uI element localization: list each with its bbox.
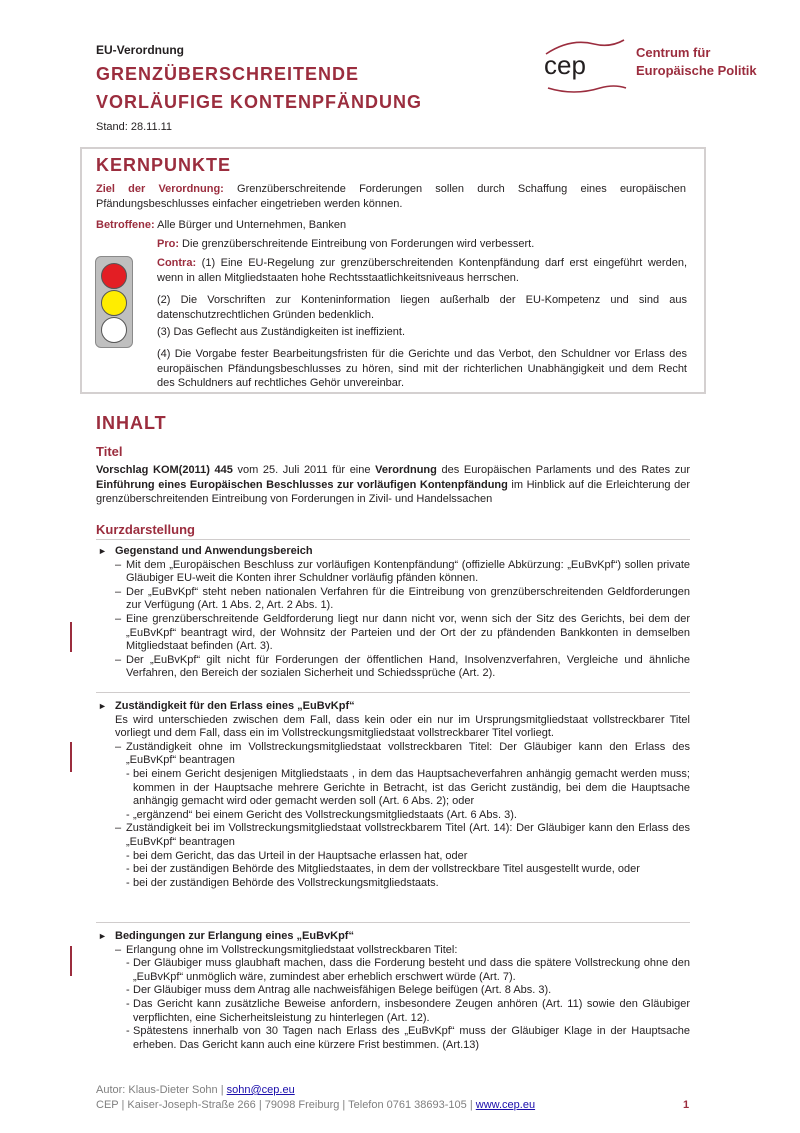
- sub-list-item: - bei dem Gericht, das das Urteil in der Hauptsache erlassen hat, oder: [126, 849, 468, 862]
- section-bedingungen: [96, 930, 690, 1052]
- list-item: – Zuständigkeit ohne im Vollstreckungsmitgliedstaat vollstreckbaren Titel: Der Gläubiger kann den Erlass des „EuBvKpf“ beantragen: [115, 740, 690, 767]
- page-number: 1: [683, 1099, 690, 1111]
- document-category: EU-Verordnung: [96, 43, 185, 57]
- betroffene-label: Betroffene:: [96, 219, 155, 231]
- pro-paragraph: [157, 237, 687, 252]
- titel-paragraph: [96, 463, 690, 507]
- pro-text: Die grenzüberschreitende Eintreibung von Forderungen wird verbessert.: [179, 238, 535, 250]
- contra-point-3: (3) Das Geflecht aus Zuständigkeiten ist ineffizient.: [157, 326, 406, 338]
- list-item-text: Erlangung ohne im Vollstreckungsmitgliedstaat vollstreckbaren Titel:: [126, 943, 458, 956]
- triangle-bullet-icon: ►: [98, 546, 107, 556]
- section-heading: [96, 700, 690, 714]
- sub-list-item-text: bei der zuständigen Behörde des Vollstreckungsmitgliedstaats.: [133, 876, 439, 889]
- triangle-bullet-icon: ►: [98, 931, 107, 941]
- list-item: – Der „EuBvKpf“ steht neben nationalen Verfahren für die Eintreibung von grenzüberschreitenden Geldforderungen zur Verfügung (Art. 1 Abs. 2, Art. 2 Abs. 1).: [115, 585, 690, 612]
- cep-logo: [540, 36, 790, 96]
- logo-line-2: Europäische Politik: [636, 63, 757, 78]
- traffic-light-yellow: [101, 290, 127, 316]
- section-zustaendigkeit: [96, 700, 690, 890]
- sub-list-item: - bei der zuständigen Behörde des Mitgliedstaates, in dem der vollstreckbare Titel ausgestellt wurde, oder: [126, 863, 640, 876]
- kernpunkte-heading: KERNPUNKTE: [96, 155, 232, 175]
- titel-text-3: im Hinblick auf die Erleichterung der grenzüberschreitenden Eintreibung von Forderungen in Zivil- und Handelssachen: [96, 478, 690, 505]
- sub-list-item: - bei der zuständigen Behörde des Vollstreckungsmitgliedstaats.: [126, 876, 439, 889]
- section-rule: [96, 692, 690, 693]
- contra-text: (1) Eine EU-Regelung zur grenzüberschreitenden Kontenpfändung darf erst eingeführt werden, wenn in allen Mitgliedstaaten hohe Rechtsstaatlichkeitsniveaus herrschen.: [157, 257, 687, 284]
- triangle-bullet-icon: ►: [98, 701, 107, 711]
- margin-marker: [70, 742, 72, 772]
- section-heading: [96, 930, 690, 944]
- section-heading-text: Gegenstand und Anwendungsbereich: [115, 545, 313, 557]
- author-email-link[interactable]: sohn@cep.eu: [226, 1084, 295, 1096]
- sub-list-item: - Das Gericht kann zusätzliche Beweise anfordern, insbesondere Zeugen anhören (Art. 11) sowie den Gläubiger verpflichten, eine Sicherheitsleistung zu hinterlegen (Art. 12).: [126, 997, 690, 1024]
- section-gegenstand: [96, 545, 690, 681]
- section-heading-text: Zuständigkeit für den Erlass eines „EuBvKpf“: [115, 700, 355, 712]
- list-item: – Erlangung ohne im Vollstreckungsmitgliedstaat vollstreckbaren Titel:: [115, 943, 458, 956]
- traffic-light-icon: [95, 256, 133, 348]
- traffic-light-red: [101, 263, 127, 289]
- list-item: – Zuständigkeit bei im Vollstreckungsmitgliedstaat vollstreckbarem Titel (Art. 14): Der Gläubiger kann den Erlass des „EuBvKpf“ beantragen: [115, 822, 690, 848]
- sub-list-item: - Spätestens innerhalb von 30 Tagen nach Erlass des „EuBvKpf“ muss der Gläubiger Klage in der Hauptsache erheben. Das Gericht kann auch eine kürzere Frist bestimmen. (Art.13): [126, 1025, 690, 1051]
- titel-bold-3: Einführung eines Europäischen Beschlusses zur vorläufigen Kontenpfändung: [96, 478, 508, 491]
- contra-point-2: (2) Die Vorschriften zur Konteninformation liegen außerhalb der EU-Kompetenz und sind aus datenschutzrechtlichen Gründen bedenklich.: [157, 294, 687, 321]
- titel-bold-2: Verordnung: [375, 464, 437, 476]
- list-item-text: Eine grenzüberschreitende Geldforderung liegt nur dann nicht vor, wenn sich der Sitz des Gerichts, bei dem der „EuBvKpf“ beantragt wird, der Wohnsitz der Parteien und der Ort der zu pfändenden Bankkonten in demselben Mitgliedstaat befinden (Art. 3).: [126, 612, 690, 653]
- footer-author-text: Autor: Klaus-Dieter Sohn |: [96, 1084, 227, 1096]
- ziel-paragraph: [96, 182, 686, 211]
- sub-list-item-text: Der Gläubiger muss dem Antrag alle nachweisfähigen Belege beifügen (Art. 8 Abs. 3).: [133, 984, 552, 997]
- sub-list-item-text: bei der zuständigen Behörde des Mitgliedstaates, in dem der vollstreckbare Titel ausgestellt wurde, oder: [133, 863, 640, 876]
- section-heading-text: Bedingungen zur Erlangung eines „EuBvKpf“: [115, 930, 354, 942]
- logo-line-1: Centrum für: [636, 45, 711, 60]
- titel-text-2: des Europäischen Parlaments und des Rates zur: [436, 464, 691, 476]
- titel-text-1: vom 25. Juli 2011 für eine: [232, 464, 376, 476]
- list-item: – Eine grenzüberschreitende Geldforderung liegt nur dann nicht vor, wenn sich der Sitz des Gerichts, bei dem der „EuBvKpf“ beantragt wird, der Wohnsitz der Parteien und der Ort der zu pfändenden Bankkonten in demselben Mitgliedstaat befinden (Art. 3).: [115, 612, 690, 653]
- sub-list-item-text: Spätestens innerhalb von 30 Tagen nach Erlass des „EuBvKpf“ muss der Gläubiger Klage in der Hauptsache erheben. Das Gericht kann auch eine kürzere Frist bestimmen. (Art.13): [133, 1025, 690, 1051]
- sub-list-item: - „ergänzend“ bei einem Gericht des Vollstreckungsmitgliedstaats (Art. 6 Abs. 3).: [126, 808, 517, 821]
- cep-logo-mark: cep: [544, 50, 586, 80]
- contra-paragraph: [157, 256, 687, 285]
- ziel-label: Ziel der Verordnung:: [96, 183, 224, 195]
- list-item-text: Der „EuBvKpf“ gilt nicht für Forderungen der öffentlichen Hand, Insolvenzverfahren, Vergleiche und ähnliche Verfahren, den Bereich der sozialen Sicherheit und Schiedssprüche (Art. 2).: [126, 653, 690, 680]
- sub-list-item-text: „ergänzend“ bei einem Gericht des Vollstreckungsmitgliedstaats (Art. 6 Abs. 3).: [133, 808, 517, 821]
- website-link[interactable]: www.cep.eu: [475, 1099, 536, 1111]
- traffic-light-white: [101, 317, 127, 343]
- sub-list-item: - bei einem Gericht desjenigen Mitgliedstaats , in dem das Hauptsacheverfahren anhängig gemacht werden muss; kommen in der Hauptsache mehrere Gerichte in Betracht, ist das Gericht zuständig, bei dem die Hauptsache anhängig gemacht wird oder gemacht werden soll (Art. 6 Abs. 2); oder: [126, 767, 690, 808]
- sub-list-item: - Der Gläubiger muss dem Antrag alle nachweisfähigen Belege beifügen (Art. 8 Abs. 3).: [126, 984, 552, 997]
- list-item-text: Der „EuBvKpf“ steht neben nationalen Verfahren für die Eintreibung von grenzüberschreitenden Geldforderungen zur Verfügung (Art. 1 Abs. 2, Art. 2 Abs. 1).: [126, 585, 690, 612]
- document-date: Stand: 28.11.11: [96, 121, 173, 133]
- list-item-text: Mit dem „Europäischen Beschluss zur vorläufigen Kontenpfändung“ (offizielle Abkürzung: „EuBvKpf“) sollen private Gläubiger EU-weit die Konten ihrer Schuldner vorläufig pfänden können.: [126, 558, 690, 585]
- margin-marker: [70, 622, 72, 652]
- footer-address-text: CEP | Kaiser-Joseph-Straße 266 | 79098 Freiburg | Telefon 0761 38693-105 |: [96, 1099, 476, 1111]
- footer-author: [96, 1084, 295, 1096]
- contra-label: Contra:: [157, 257, 197, 269]
- section-intro: Es wird unterschieden zwischen dem Fall, dass kein oder ein nur im Ursprungsmitgliedstaat vollstreckbarer Titel vorliegt und dem Fall, dass ein im Vollstreckungsmitgliedstaat vollstreckbarer Titel vorliegt.: [115, 713, 690, 740]
- sub-list-item-text: bei einem Gericht desjenigen Mitgliedstaats , in dem das Hauptsacheverfahren anhängig gemacht werden muss; kommen in der Hauptsache mehrere Gerichte in Betracht, ist das Gericht zuständig, bei dem die Hauptsache anhängig gemacht wird oder gemacht werden soll (Art. 6 Abs. 2); oder: [133, 767, 690, 808]
- section-rule: [96, 922, 690, 923]
- sub-list-item-text: Das Gericht kann zusätzliche Beweise anfordern, insbesondere Zeugen anhören (Art. 11) sowie den Gläubiger verpflichten, eine Sicherheitsleistung zu hinterlegen (Art. 12).: [133, 997, 690, 1024]
- cep-logo-text: [636, 44, 757, 80]
- kurzdarstellung-heading: Kurzdarstellung: [96, 522, 195, 537]
- sub-list-item: - Der Gläubiger muss glaubhaft machen, dass die Forderung besteht und dass die spätere Vollstreckung ohne den „EuBvKpf“ unmöglich wäre, zumindest aber erheblich erschwert würde (Art. 7).: [126, 957, 690, 983]
- document-title-line-2: VORLÄUFIGE KONTENPFÄNDUNG: [96, 92, 422, 112]
- contra-point-4: (4) Die Vorgabe fester Bearbeitungsfristen für die Gerichte und das Verbot, den Schuldner vor Erlass des europäischen Pfändungsbeschlusses zu hören, sind mit der richterlichen Unabhängigkeit und dem Recht des Schuldners auf rechtliches Gehör unvereinbar.: [157, 348, 687, 389]
- ziel-text: Grenzüberschreitende Forderungen sollen durch Schaffung eines europäischen Pfändungsbeschlusses einfacher eingetrieben werden können.: [96, 183, 686, 210]
- footer-address: [96, 1099, 535, 1111]
- kurzdarstellung-rule: [96, 539, 690, 540]
- list-item-text: Zuständigkeit bei im Vollstreckungsmitgliedstaat vollstreckbarem Titel (Art. 14): Der Gläubiger kann den Erlass des „EuBvKpf“ beantragen: [126, 822, 690, 848]
- sub-list-item-text: bei dem Gericht, das das Urteil in der Hauptsache erlassen hat, oder: [133, 849, 468, 862]
- document-title-line-1: GRENZÜBERSCHREITENDE: [96, 64, 360, 84]
- cep-logo-icon: [540, 36, 632, 96]
- list-item-text: Zuständigkeit ohne im Vollstreckungsmitgliedstaat vollstreckbaren Titel: Der Gläubiger kann den Erlass des „EuBvKpf“ beantragen: [126, 740, 690, 767]
- pro-label: Pro:: [157, 238, 179, 250]
- section-heading: [96, 545, 690, 559]
- margin-marker: [70, 946, 72, 976]
- betroffene-text: Alle Bürger und Unternehmen, Banken: [154, 219, 347, 231]
- list-item: – Mit dem „Europäischen Beschluss zur vorläufigen Kontenpfändung“ (offizielle Abkürzung: „EuBvKpf“) sollen private Gläubiger EU-weit die Konten ihrer Schuldner vorläufig pfänden können.: [115, 558, 690, 585]
- list-item: – Der „EuBvKpf“ gilt nicht für Forderungen der öffentlichen Hand, Insolvenzverfahren, Vergleiche und ähnliche Verfahren, den Bereich der sozialen Sicherheit und Schiedssprüche (Art. 2).: [115, 653, 690, 680]
- titel-bold-1: Vorschlag KOM(2011) 445: [96, 464, 233, 476]
- inhalt-heading: INHALT: [96, 413, 167, 433]
- titel-heading: Titel: [96, 444, 123, 459]
- sub-list-item-text: Der Gläubiger muss glaubhaft machen, dass die Forderung besteht und dass die spätere Vollstreckung ohne den „EuBvKpf“ unmöglich wäre, zumindest aber erheblich erschwert würde (Art. 7).: [133, 957, 690, 983]
- betroffene-paragraph: [96, 218, 686, 233]
